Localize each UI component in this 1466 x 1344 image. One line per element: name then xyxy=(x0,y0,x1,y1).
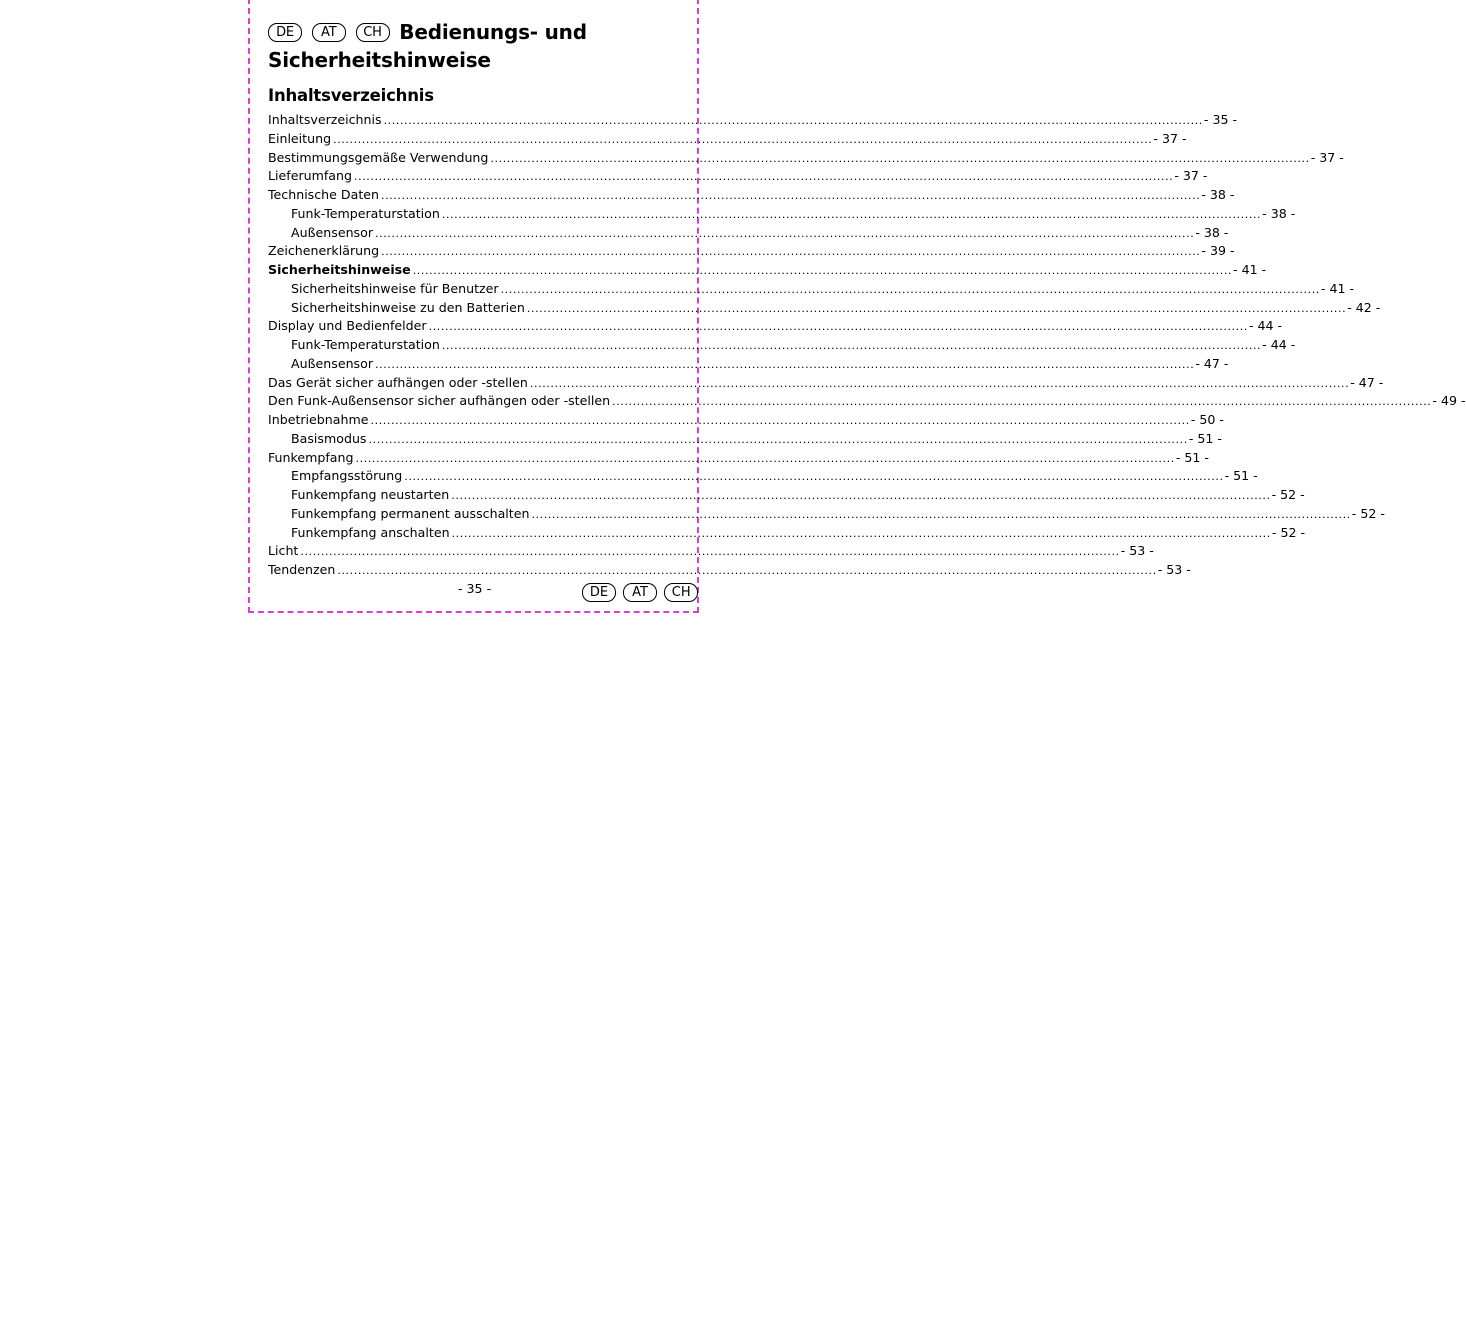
toc-entry-label: Zeichenerklärung xyxy=(268,243,380,259)
toc-entry-page: - 52 - xyxy=(1271,524,1306,540)
toc-entry xyxy=(268,374,1384,393)
toc-dot-leader: ........................................................................................................................................................................................................ xyxy=(355,451,1175,465)
footer-country-badge-at: AT xyxy=(623,583,657,602)
toc-entry-page: - 50 - xyxy=(1190,412,1224,427)
toc-entry xyxy=(268,336,1296,355)
toc-entry-page: - 53 - xyxy=(1120,543,1154,559)
toc-dot-leader: ........................................................................................................................................................................................................ xyxy=(370,414,1190,427)
toc-entry xyxy=(268,355,1229,374)
country-badge-de: DE xyxy=(268,23,302,42)
toc-entry xyxy=(268,430,1222,449)
toc-entry-page: - 52 - xyxy=(1351,505,1385,521)
toc-dot-leader: ........................................................................................................................................................................................................ xyxy=(451,526,1271,540)
toc-entry-label: Den Funk-Außensensor sicher aufhängen oder -stellen xyxy=(268,393,611,409)
toc-entry-page: - 38 - xyxy=(1195,224,1229,240)
toc-entry-page: - 38 - xyxy=(1262,205,1296,221)
toc-dot-leader: ........................................................................................................................................................................................................ xyxy=(368,432,1188,446)
toc-dot-leader: ........................................................................................................................................................................................................ xyxy=(612,395,1432,409)
toc-entry xyxy=(268,111,1238,130)
toc-dot-leader: ........................................................................................................................................................................................................ xyxy=(381,189,1201,202)
toc-entry-label: Außensensor xyxy=(291,224,373,240)
document-page xyxy=(248,0,1466,613)
toc-dot-leader: ........................................................................................................................................................................................................ xyxy=(526,301,1347,315)
toc-entry-label: Funkempfang neustarten xyxy=(291,487,450,502)
toc-entry-page: - 51 - xyxy=(1188,430,1222,446)
toc-entry-label: Licht xyxy=(268,543,299,559)
toc-entry-label: Sicherheitshinweise zu den Batterien xyxy=(291,299,525,315)
toc-entry xyxy=(268,411,1224,430)
toc-entry xyxy=(268,186,1235,205)
toc-entry-page: - 41 - xyxy=(1320,280,1355,296)
toc-dot-leader: ........................................................................................................................................................................................................ xyxy=(529,376,1350,390)
toc-heading: Inhaltsverzeichnis xyxy=(268,86,434,105)
toc-entry-page: - 44 - xyxy=(1262,337,1296,352)
toc-dot-leader: ........................................................................................................................................................................................................ xyxy=(441,207,1262,221)
toc-dot-leader: ........................................................................................................................................................................................................ xyxy=(490,151,1310,165)
footer-page-number: - 35 - xyxy=(458,581,492,596)
toc-entry xyxy=(268,486,1305,505)
toc-entry-page: - 51 - xyxy=(1224,468,1258,484)
toc-entry-page: - 39 - xyxy=(1201,243,1235,259)
toc-dot-leader: ........................................................................................................................................................................................................ xyxy=(333,132,1153,146)
toc-dot-leader: ........................................................................................................................................................................................................ xyxy=(383,114,1203,127)
toc-entry xyxy=(268,205,1296,224)
toc-entry-label: Einleitung xyxy=(268,130,332,146)
toc-entry-label: Display und Bedienfelder xyxy=(268,318,427,334)
toc-entry-label: Funkempfang xyxy=(268,449,354,465)
footer-country-badge-de: DE xyxy=(582,583,616,602)
toc-entry xyxy=(268,149,1344,168)
toc-entry-label: Funkempfang anschalten xyxy=(291,524,450,540)
toc-dot-leader: ........................................................................................................................................................................................................ xyxy=(354,170,1174,184)
toc-entry-page: - 37 - xyxy=(1153,130,1187,146)
toc-entry-page: - 35 - xyxy=(1203,112,1238,127)
toc-entry-page: - 37 - xyxy=(1310,149,1344,165)
toc-entry-page: - 52 - xyxy=(1271,487,1305,502)
toc-dot-leader: ........................................................................................................................................................................................................ xyxy=(428,320,1248,334)
toc-entry-label: Außensensor xyxy=(291,355,373,371)
toc-entry xyxy=(268,261,1267,280)
toc-entry-label: Funk-Temperaturstation xyxy=(291,205,440,221)
toc-entry-page: - 42 - xyxy=(1347,299,1381,315)
toc-dot-leader: ........................................................................................................................................................................................................ xyxy=(412,264,1233,277)
toc-entry xyxy=(268,542,1154,561)
toc-entry xyxy=(268,524,1306,543)
country-badge-ch: CH xyxy=(356,23,390,42)
toc-entry-page: - 49 - xyxy=(1432,393,1466,409)
toc-dot-leader: ........................................................................................................................................................................................................ xyxy=(451,489,1271,502)
toc-entry-label: Tendenzen xyxy=(268,562,336,577)
toc-entry xyxy=(268,130,1187,149)
toc-entry-page: - 51 - xyxy=(1175,449,1209,465)
toc-entry xyxy=(268,224,1229,243)
toc-entry-label: Sicherheitshinweise für Benutzer xyxy=(291,280,499,296)
toc-dot-leader: ........................................................................................................................................................................................................ xyxy=(337,564,1157,577)
toc-entry xyxy=(268,280,1355,299)
toc-entry-label: Funk-Temperaturstation xyxy=(291,337,440,352)
toc-entry-label: Inbetriebnahme xyxy=(268,412,369,427)
toc-entry-label: Inhaltsverzeichnis xyxy=(268,112,382,127)
toc-entry-page: - 44 - xyxy=(1248,318,1283,334)
toc-dot-leader: ........................................................................................................................................................................................................ xyxy=(300,545,1120,559)
footer-country-badge-ch: CH xyxy=(664,583,698,602)
page-title-text: Bedienungs- und Sicherheitshinweise xyxy=(268,20,587,72)
toc-dot-leader: ........................................................................................................................................................................................................ xyxy=(375,226,1195,240)
toc-entry xyxy=(268,299,1381,318)
country-badge-at: AT xyxy=(312,23,346,42)
toc-dot-leader: ........................................................................................................................................................................................................ xyxy=(404,470,1224,484)
toc-entry xyxy=(268,467,1258,486)
toc-entry-label: Sicherheitshinweise xyxy=(268,262,411,277)
page-title xyxy=(268,18,688,74)
toc-entry-label: Empfangsstörung xyxy=(291,468,403,484)
toc-entry-label: Bestimmungsgemäße Verwendung xyxy=(268,149,489,165)
toc-entry xyxy=(268,392,1466,411)
toc-entry-page: - 53 - xyxy=(1157,562,1191,577)
toc-dot-leader: ........................................................................................................................................................................................................ xyxy=(531,507,1351,521)
toc-entry xyxy=(268,449,1209,468)
toc-dot-leader: ........................................................................................................................................................................................................ xyxy=(375,357,1195,371)
footer-country-badges xyxy=(582,581,700,602)
toc-entry-label: Basismodus xyxy=(291,430,367,446)
toc-dot-leader: ........................................................................................................................................................................................................ xyxy=(441,339,1262,352)
toc-entry xyxy=(268,167,1208,186)
toc-entry xyxy=(268,317,1283,336)
toc-entry-page: - 47 - xyxy=(1195,355,1229,371)
toc-entry xyxy=(268,561,1191,580)
toc-entry-label: Funkempfang permanent ausschalten xyxy=(291,505,530,521)
toc-entry-page: - 47 - xyxy=(1350,374,1384,390)
toc-entry-label: Das Gerät sicher aufhängen oder -stellen xyxy=(268,374,528,390)
toc-dot-leader: ........................................................................................................................................................................................................ xyxy=(381,245,1201,259)
toc-entry-page: - 41 - xyxy=(1233,262,1267,277)
toc-entry xyxy=(268,505,1385,524)
table-of-contents xyxy=(268,111,1466,580)
toc-entry xyxy=(268,242,1235,261)
toc-entry-page: - 38 - xyxy=(1201,187,1235,202)
toc-entry-page: - 37 - xyxy=(1174,168,1208,184)
toc-entry-label: Lieferumfang xyxy=(268,168,352,184)
toc-entry-label: Technische Daten xyxy=(268,187,379,202)
toc-dot-leader: ........................................................................................................................................................................................................ xyxy=(500,282,1320,296)
